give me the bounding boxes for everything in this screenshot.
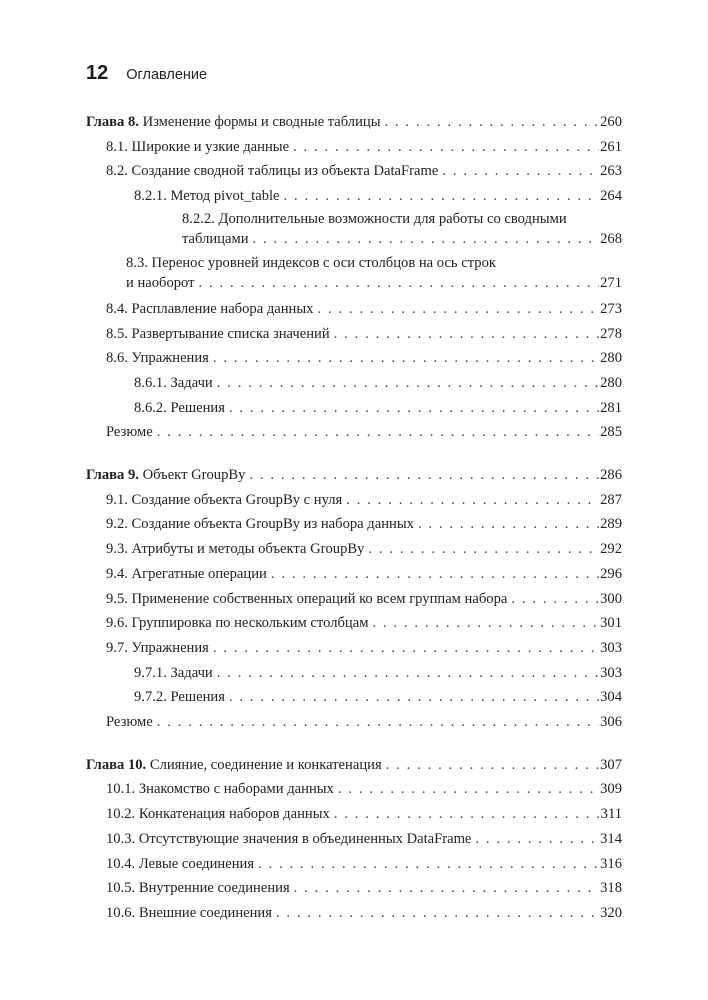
dot-leader [475,827,599,852]
page-ref: 320 [600,904,622,921]
dot-leader [213,636,599,661]
toc-entry[interactable] [86,322,622,347]
toc-entry[interactable] [86,802,622,827]
page-ref: 301 [600,615,622,632]
page-ref: 263 [600,163,622,180]
page-ref: 271 [600,274,622,291]
page-ref: 281 [600,399,622,416]
toc-chapter-title [86,110,381,135]
toc-entry-title: 9.7.1. Задачи [134,664,213,681]
dot-leader [294,876,599,901]
chapter-title-text: Изменение формы и сводные таблицы [142,114,381,130]
page-ref: 296 [600,565,622,582]
toc-entry-title: 9.7.2. Решения [134,689,225,706]
chapter-title-text: Объект GroupBy [142,467,246,484]
toc-entry-title: 8.1. Широкие и узкие данные [106,138,290,155]
dot-leader [511,587,599,612]
toc-entry-title: 8.5. Развертывание списка значений [106,325,330,342]
toc-entry[interactable] [86,135,622,160]
dot-leader [217,371,599,396]
toc-chapter-heading[interactable] [86,463,622,488]
page-ref: 264 [600,188,622,205]
toc-entry-title: 8.6.2. Решения [134,399,225,416]
page-ref: 306 [600,714,622,731]
page-ref: 292 [600,541,622,558]
toc-chapter [86,463,622,735]
toc-entry[interactable] [86,297,622,322]
toc-chapter [86,753,622,926]
page-ref: 303 [600,664,622,681]
chapter-label: Глава 10. [86,756,147,773]
toc-entry-title: 8.2. Создание сводной таблицы из объекта DataFrame [106,163,439,180]
dot-leader [271,562,599,587]
toc-chapter-heading[interactable] [86,753,622,778]
page-ref: 273 [600,300,622,317]
toc-entry-title: 8.6.1. Задачи [134,374,213,391]
toc-entry[interactable] [86,253,622,297]
section-title: Оглавление [126,67,208,83]
toc-entry-title: Резюме [106,424,153,441]
chapter-title-text: Слияние, соединение и конкатенация [149,756,382,773]
toc-entry[interactable] [86,661,622,686]
toc-entry-title: 8.4. Расплавление набора данных [106,300,314,317]
page-ref: 316 [600,855,622,872]
toc-entry-title: 9.5. Применение собственных операций ко всем группам набора [106,590,508,607]
toc-entry[interactable] [86,636,622,661]
toc-chapter [86,110,622,445]
toc-entry-title: 10.3. Отсутствующие значения в объединенных DataFrame [106,830,472,847]
dot-leader [157,420,599,445]
page-ref: 300 [600,590,622,607]
toc-entry[interactable] [86,562,622,587]
dot-leader [317,297,599,322]
toc-entry-title: 10.4. Левые соединения [106,855,255,872]
toc-entry-title: 10.6. Внешние соединения [106,904,272,921]
page-ref: 261 [600,138,622,155]
dot-leader [253,229,600,249]
toc-chapter-title [86,463,245,488]
toc-entry-title: 10.2. Конкатенация наборов данных [106,806,330,823]
page-ref: 289 [600,516,622,533]
dot-leader [442,159,599,184]
toc-entry-title-cont: таблицами [182,230,249,247]
page-ref: 280 [600,374,622,391]
page-number: 12 [86,62,109,84]
page-ref: 280 [600,350,622,367]
page-ref: 304 [600,689,622,706]
toc-entry[interactable] [86,512,622,537]
dot-leader [334,322,599,347]
page-ref: 287 [600,491,622,508]
toc-chapter-title [86,753,382,778]
page-ref: 311 [600,806,622,823]
toc-entry[interactable] [86,184,622,209]
dot-leader [213,346,599,371]
toc-entry-title-cont: и наоборот [126,274,195,291]
toc-entry[interactable] [86,685,622,710]
toc-entry[interactable] [86,710,622,735]
dot-leader [229,396,599,421]
toc-entry[interactable] [86,777,622,802]
chapter-label: Глава 8. [86,114,139,130]
toc-entry-title: 8.2.2. Дополнительные возможности для работы со сводными [182,210,567,227]
toc-entry[interactable] [86,876,622,901]
page-ref: 260 [600,114,622,130]
toc-entry-title: 9.1. Создание объекта GroupBy с нуля [106,491,343,508]
toc-entry-title: Резюме [106,714,153,731]
toc-entry[interactable] [86,209,622,253]
dot-leader [217,661,599,686]
dot-leader [229,685,599,710]
dot-leader [334,802,600,827]
dot-leader [199,273,600,293]
page-ref: 307 [600,756,622,773]
toc-entry-title: 8.2.1. Метод pivot_table [134,188,280,205]
toc-chapter-heading[interactable] [86,110,622,135]
page-ref: 318 [600,880,622,897]
dot-leader [249,463,599,488]
toc-entry-title: 8.6. Упражнения [106,350,209,367]
toc-entry-title: 8.3. Перенос уровней индексов с оси столбцов на ось строк [126,254,496,271]
dot-leader [338,777,599,802]
toc-entry[interactable] [86,420,622,445]
page-ref: 268 [600,230,622,247]
toc-entry[interactable] [86,827,622,852]
dot-leader [293,135,599,160]
toc-entry-title: 9.3. Атрибуты и методы объекта GroupBy [106,541,365,558]
page-ref: 285 [600,424,622,441]
page-ref: 286 [600,467,622,484]
toc-entry[interactable] [86,611,622,636]
toc-entry[interactable] [86,587,622,612]
dot-leader [386,753,599,778]
toc-entry-title: 10.5. Внутренние соединения [106,880,290,897]
toc-entry-title: 9.6. Группировка по нескольким столбцам [106,615,369,632]
toc-entry-title: 9.7. Упражнения [106,639,209,656]
dot-leader [284,184,600,209]
dot-leader [385,110,600,135]
dot-leader [372,611,599,636]
dot-leader [346,488,599,513]
toc-entry[interactable] [86,901,622,926]
table-of-contents [86,110,622,944]
toc-entry-continuation [106,273,622,297]
toc-entry[interactable] [86,488,622,513]
chapter-label: Глава 9. [86,467,139,484]
dot-leader [368,537,599,562]
toc-entry[interactable] [86,346,622,371]
toc-entry[interactable] [86,396,622,421]
dot-leader [157,710,599,735]
toc-entry[interactable] [86,159,622,184]
page-ref: 309 [600,781,622,798]
page-ref: 314 [600,830,622,847]
dot-leader [258,852,599,877]
page-ref: 303 [600,639,622,656]
toc-entry-title: 9.2. Создание объекта GroupBy из набора данных [106,516,414,533]
toc-entry[interactable] [86,371,622,396]
toc-entry[interactable] [86,537,622,562]
running-head [86,62,207,85]
toc-entry-title: 9.4. Агрегатные операции [106,565,267,582]
toc-entry[interactable] [86,852,622,877]
toc-entry-continuation [134,229,622,253]
dot-leader [276,901,599,926]
toc-entry-title: 10.1. Знакомство с наборами данных [106,781,334,798]
dot-leader [418,512,599,537]
page-ref: 278 [600,325,622,342]
